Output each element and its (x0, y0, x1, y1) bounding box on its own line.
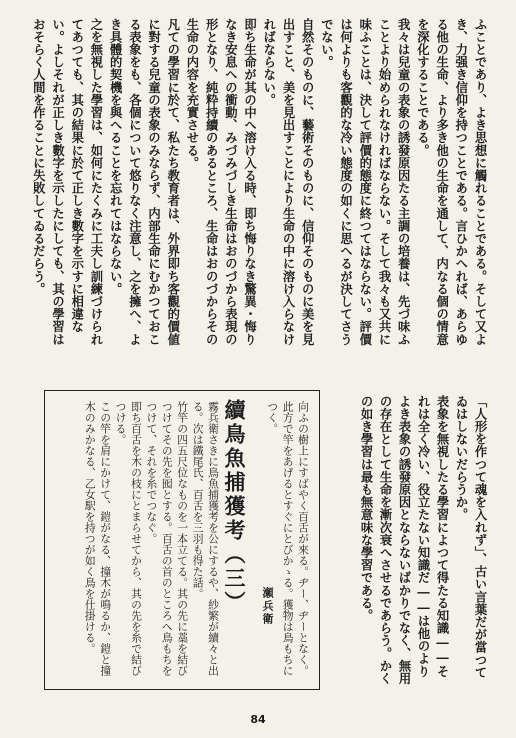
article-body: 霧兵衛さきに鳥魚捕獲考を公にするや、紗繁が續々と出る。次は鐵尾氏、百舌を三羽も得た話。 竹竿の四五尺位なものを一本立てる。其の先に藁を結びつけてその先を囮とする。百舌の首のところへ鳥もちをつけて、それを糸でつなぐ。 即ち百舌を木の枝にとまらせてから、其の先を糸で結びつける。 この竿を肩にかけて、鎧がなる、撞木が鳴るか、鎧と撞木のみかなる、乙女駅を持つが如く鳥を仕掛ける。 (83, 401, 220, 676)
page-number: 84 (250, 713, 266, 726)
article-box (44, 390, 320, 690)
article-author: 瀬兵衛 (261, 587, 274, 626)
article-body-continued: 向ふの樹上にすばやく百舌が來る。ヂー、ヂーとなく。 此方で竿をあげるとすぐにとびかゝる。獲物は鳥もちにつく。 (266, 401, 310, 676)
article-title: 續鳥魚捕獲考（三） (222, 399, 247, 615)
essay-continuation: 「人形を作つて魂を入れず」、古い言葉だが當つてゐはしないだらうか。 表象を無視したる學習によつて得たる知識――それは全く冷い、役立たない知識だ――は他のよりよき表象の誘發原因とならないばかりでなく、無用の存在として生命を漸次衰へさせるであらう。かくの如き學習は最も無意味な學習である。 (359, 395, 488, 685)
essay-text: ふことであり、よき思想に觸れることである。そして又よき、力强き信仰を持つことである。言ひかへれば、あらゆる他の生命、より多き他の生命を通して、内なる個の情意を深化することである。 我々は兒童の表象の誘發原因たる主調の培養は、先づ味ふことより始められなければならない。そして我々も又共に味ふことは、決して評價的態度に終つてはならない。評價は何よりも客觀的な冷い態度の如くに思へるが決してさうでない。 自然そのものに、藝術そのものに、信仰そのものに美を見出すこと、美を見出すことにより生命の中に溶け入らなければならない。 即ち生命が其の中へ溶け入る時、即ち悔りなき驚異・悔りなき安息への衝動、みづみづしき生命はおのづから表現の形となり、純粋持續のあるところ、生命はおのづからその生命の内容を充實させる。 凡ての學習に於て、私たち教育者は、外界即ち客觀的價値に對する兒童の表象のみならず、内部生命にむかつておこる表象をも、各個について悠りなく注意し、之を擁へ、よき具體的契機を與へることを忘れてはならない。 之を無視した學習は、如何にたくみに工夫し訓練づけられてあつても、其の結果に於て正しき數字を示すに相違ない。よしそれが正しき數字を示したにしても、其の學習はおそらく人間を作ることに失敗してゐるだらう。 (31, 18, 488, 346)
